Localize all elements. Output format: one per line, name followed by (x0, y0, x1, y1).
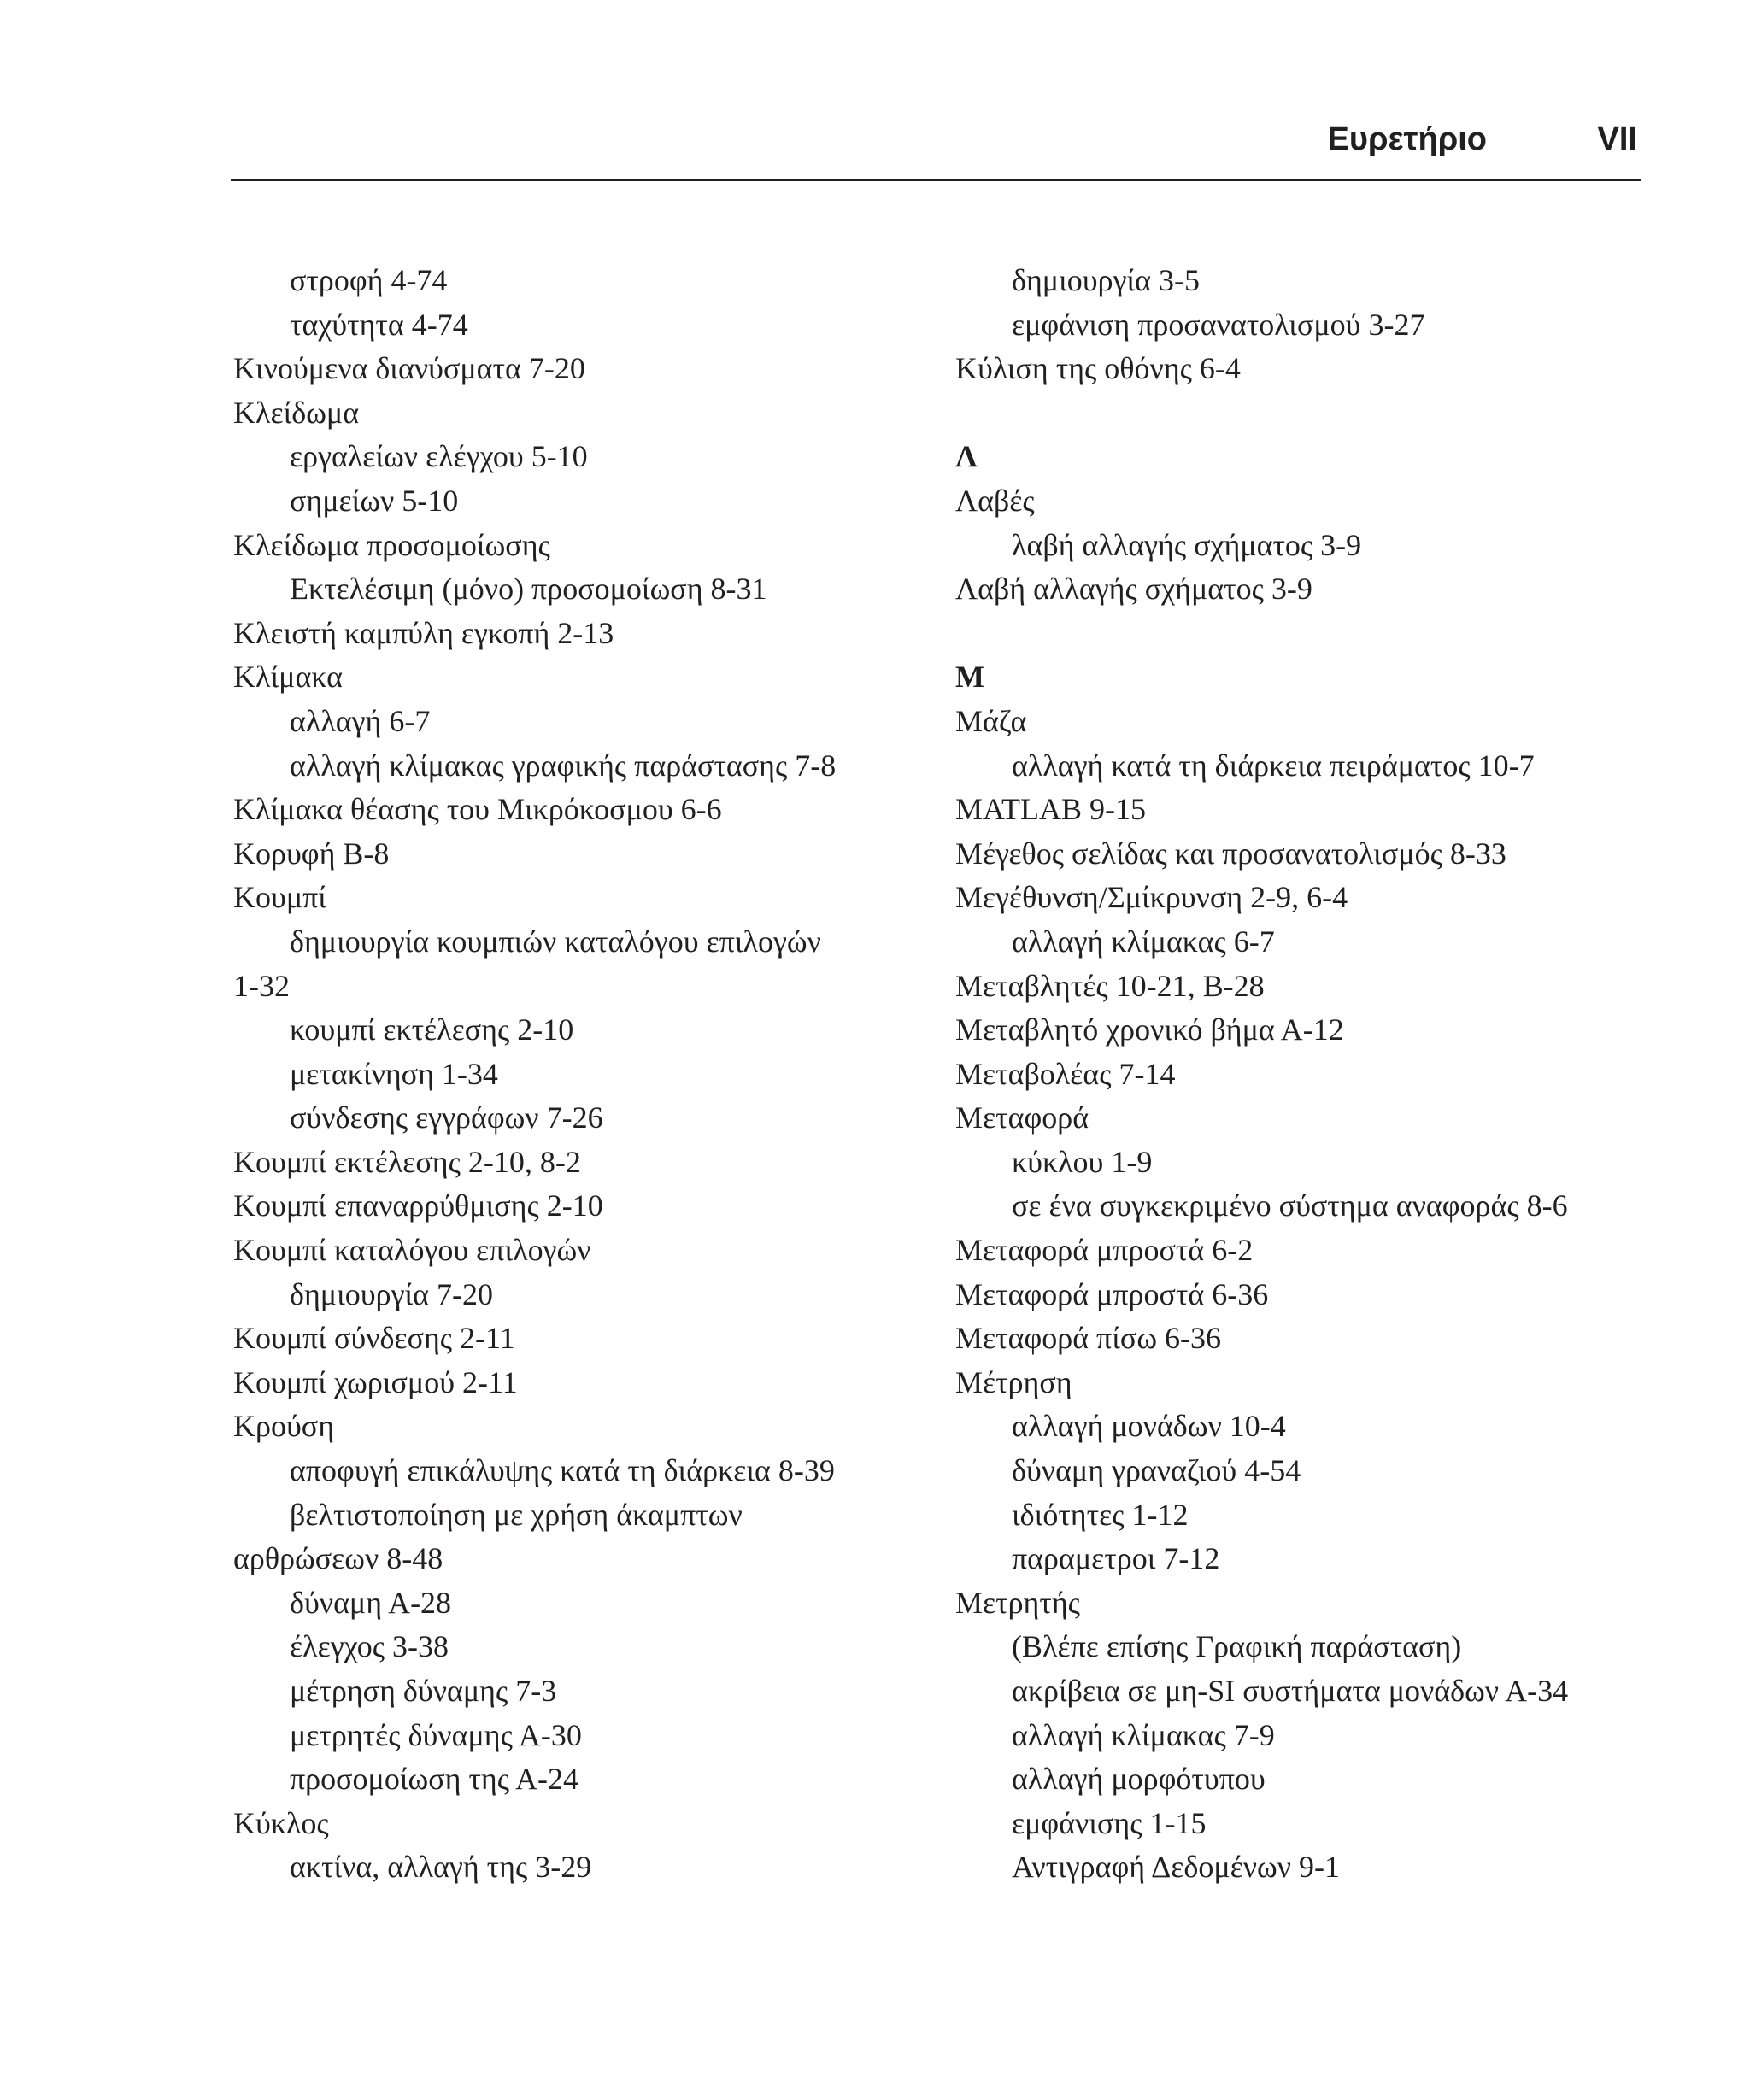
index-entry: Κύλιση της οθόνης 6-4 (955, 351, 1241, 386)
index-entry: Μάζα (955, 703, 1027, 738)
index-entry: MATLAB 9-15 (955, 792, 1146, 827)
index-subentry: αλλαγή κλίμακας 6-7 (1012, 924, 1275, 959)
index-subentry: αποφυγή επικάλυψης κατά τη διάρκεια 8-39 (290, 1453, 835, 1488)
index-subentry: βελτιστοποίηση με χρήση άκαμπτων (290, 1497, 743, 1532)
index-subentry: αλλαγή μορφότυπου (1012, 1762, 1266, 1797)
index-subentry: εργαλείων ελέγχου 5-10 (290, 439, 588, 474)
index-subentry: λαβή αλλαγής σχήματος 3-9 (1012, 527, 1362, 562)
index-subentry: ακρίβεια σε μη-SI συστήματα μονάδων Α-34 (1012, 1674, 1569, 1708)
index-subentry: δημιουργία 3-5 (1012, 263, 1201, 297)
index-subentry: ακτίνα, αλλαγή της 3-29 (290, 1850, 592, 1885)
index-subentry: κουμπί εκτέλεσης 2-10 (290, 1012, 574, 1047)
index-entry: Μεταβολέας 7-14 (955, 1056, 1176, 1091)
index-entry: 1-32 (233, 968, 290, 1003)
index-entry: Μετρητής (955, 1585, 1080, 1620)
index-entry: Κουμπί χωρισμού 2-11 (233, 1364, 518, 1399)
index-subentry: αλλαγή μονάδων 10-4 (1012, 1409, 1286, 1444)
index-entry: Κλίμακα (233, 660, 343, 695)
index-subentry: εμφάνισης 1-15 (1012, 1805, 1207, 1840)
index-spacer (955, 391, 1639, 436)
index-entry: Μεγέθυνση/Σμίκρυνση 2-9, 6-4 (955, 880, 1348, 915)
index-subentry: Αντιγραφή Δεδομένων 9-1 (1012, 1850, 1340, 1885)
index-column-right (955, 259, 1639, 1890)
index-entry: Κουμπί καταλόγου επιλογών (233, 1233, 591, 1268)
index-subentry: δύναμη Α-28 (290, 1585, 452, 1620)
index-entry: Μεταβλητό χρονικό βήμα Α-12 (955, 1012, 1344, 1047)
index-spacer (955, 612, 1639, 656)
index-subentry: δημιουργία κουμπιών καταλόγου επιλογών (290, 924, 821, 959)
index-column-left (233, 259, 917, 1890)
index-subentry: έλεγχος 3-38 (290, 1629, 449, 1664)
index-entry: Κρούση (233, 1409, 335, 1444)
index-subentry: σύνδεσης εγγράφων 7-26 (290, 1100, 603, 1135)
index-subentry: (Βλέπε επίσης Γραφική παράσταση) (1012, 1629, 1462, 1664)
index-entry: Κύκλος (233, 1805, 329, 1840)
index-entry: Μεταφορά μπροστά 6-36 (955, 1276, 1269, 1311)
index-subentry: αλλαγή 6-7 (290, 703, 431, 738)
index-subentry: σε ένα συγκεκριμένο σύστημα αναφοράς 8-6 (1012, 1188, 1568, 1223)
index-entry: Κλείδωμα (233, 395, 360, 430)
index-subentry: μετακίνηση 1-34 (290, 1056, 498, 1091)
index-subentry: παραμετροι 7-12 (1012, 1541, 1220, 1576)
index-subentry: Εκτελέσιμη (μόνο) προσομοίωση 8-31 (290, 572, 767, 607)
index-entry: Μεταφορά (955, 1100, 1089, 1135)
index-entry: Μέτρηση (955, 1364, 1072, 1399)
index-entry: Μέγεθος σελίδας και προσανατολισμός 8-33 (955, 836, 1506, 871)
header-divider (231, 179, 1641, 181)
index-entry: Κλειστή καμπύλη εγκοπή 2-13 (233, 615, 614, 650)
index-entry: Κουμπί σύνδεσης 2-11 (233, 1321, 515, 1356)
index-letter-heading: Μ (955, 660, 984, 695)
index-entry: Κινούμενα διανύσματα 7-20 (233, 351, 585, 386)
index-letter-heading: Λ (955, 439, 978, 474)
index-subentry: μετρητές δύναμης Α-30 (290, 1717, 582, 1752)
page-number: VII (1597, 121, 1637, 157)
index-entry: Κλείδωμα προσομοίωσης (233, 527, 550, 562)
index-subentry: αλλαγή κλίμακας γραφικής παράστασης 7-8 (290, 748, 837, 783)
index-entry: Λαβή αλλαγής σχήματος 3-9 (955, 572, 1312, 607)
index-subentry: προσομοίωση της Α-24 (290, 1762, 579, 1797)
index-entry: Μεταφορά πίσω 6-36 (955, 1321, 1222, 1356)
index-subentry: αλλαγή κλίμακας 7-9 (1012, 1717, 1275, 1752)
index-subentry: δύναμη γραναζιού 4-54 (1012, 1453, 1301, 1488)
index-subentry: κύκλου 1-9 (1012, 1144, 1153, 1179)
index-subentry: αλλαγή κατά τη διάρκεια πειράματος 10-7 (1012, 748, 1535, 783)
index-subentry: ταχύτητα 4-74 (290, 307, 468, 342)
index-entry: αρθρώσεων 8-48 (233, 1541, 443, 1576)
page-header (231, 111, 1641, 179)
index-subentry: μέτρηση δύναμης 7-3 (290, 1674, 557, 1708)
index-entry: Κουμπί εκτέλεσης 2-10, 8-2 (233, 1144, 581, 1179)
index-entry: Κλίμακα θέασης του Μικρόκοσμου 6-6 (233, 792, 722, 827)
page-title: Ευρετήριο (1327, 121, 1487, 157)
index-entry: Κορυφή Β-8 (233, 836, 390, 871)
index-entry: Κουμπί επαναρρύθμισης 2-10 (233, 1188, 603, 1223)
index-entry: Μεταφορά μπροστά 6-2 (955, 1233, 1254, 1268)
index-entry: Λαβές (955, 483, 1035, 518)
index-subentry: στροφή 4-74 (290, 263, 448, 297)
index-subentry: εμφάνιση προσανατολισμού 3-27 (1012, 307, 1425, 342)
index-entry: Κουμπί (233, 880, 326, 915)
index-entry: Μεταβλητές 10-21, Β-28 (955, 968, 1265, 1003)
index-subentry: ιδιότητες 1-12 (1012, 1497, 1189, 1532)
index-subentry: δημιουργία 7-20 (290, 1276, 494, 1311)
index-subentry: σημείων 5-10 (290, 483, 459, 518)
